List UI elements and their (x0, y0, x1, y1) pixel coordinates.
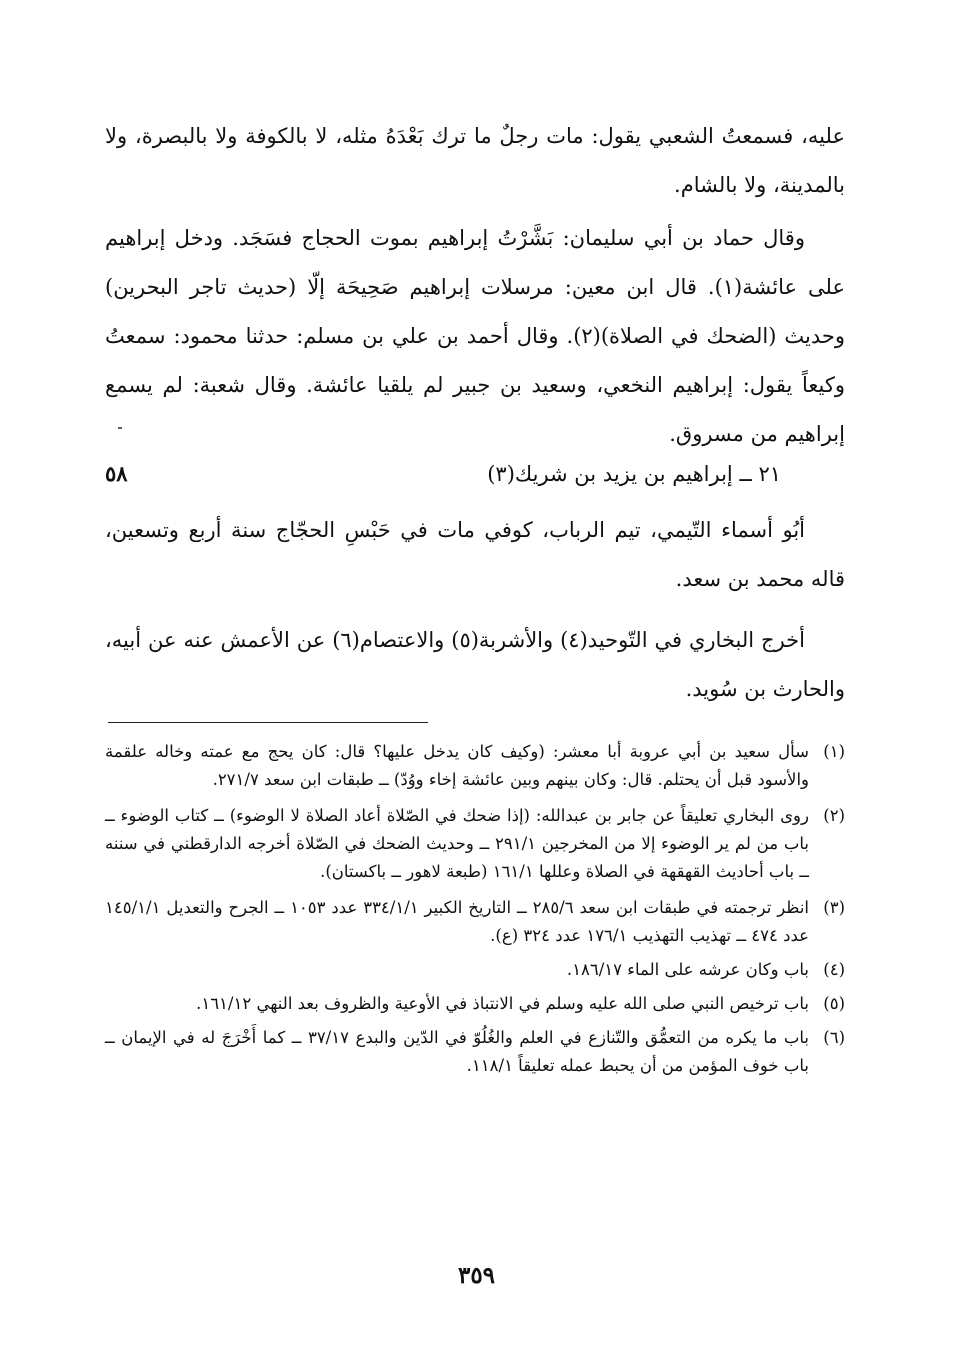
footnote-text: سأل سعيد بن أبي عروبة أبا معشر: (وكيف كان يدخل عليها؟ قال: كان يحج مع عمته وخاله علقمة والأسود قبل أن يحتلم. قال: وكان بينهم وبين عائشة إخاء ووُدّ) ــ طبقات ابن سعد ٢٧١/٧. (105, 742, 809, 789)
entry-paragraph-1: أبُو أسماء التّيمي، تيم الرباب، كوفي مات في حَبْسِ الحجّاج سنة أربع وتسعين، قاله محمد بن سعد. (105, 518, 845, 591)
footnote-text: باب ما يكره من التعمُّق والتّنازع في العلم والغُلُوّ في الدّين والبدع ٣٧/١٧ ــ كما أَخْرَجَ له في الإيمان ــ باب خوف المؤمن من أن يحبط عمله تعليقاً ١١٨/١. (105, 1028, 809, 1075)
stray-mark (118, 427, 122, 429)
entry-serial-number: ٥٨ (105, 461, 128, 486)
entry-paragraph-2: أخرج البخاري في التّوحيد(٤) والأشربة(٥) والاعتصام(٦) عن الأعمش عنه عن أبيه، والحارث بن سُويد. (105, 628, 845, 701)
footnote-marker: (٤) (823, 960, 845, 979)
footnote-marker: (٢) (823, 806, 845, 825)
footnote-4 (105, 956, 845, 984)
footnote-marker: (٥) (823, 994, 845, 1013)
footnote-2 (105, 802, 845, 886)
footnote-text: باب ترخيص النبي صلى الله عليه وسلم في الانتباذ في الأوعية والظروف بعد النهي ١٦١/١٢. (196, 994, 809, 1013)
footnote-text: انظر ترجمته في طبقات ابن سعد ٢٨٥/٦ ــ التاريخ الكبير ٣٣٤/١/١ عدد ١٠٥٣ ــ الجرح والتعديل ١٤٥/١/١ عدد ٤٧٤ ــ تهذيب التهذيب ١٧٦/١ عدد ٣٢٤ (ع). (105, 898, 810, 945)
footnote-text: روى البخاري تعليقاً عن جابر بن عبدالله: (إذا ضحك في الصّلاة أعاد الصلاة لا الوضوء) ــ كتاب الوضوء ــ باب من لم ير الوضوء إلا من المخرجين ٢٩١/١ ــ وحديث الضحك في الصّلاة أخرجه الدارقطني في سننه ــ باب أحاديث القهقهة في الصلاة وعللها ١٦١/١ (طبعة لاهور ــ باكستان). (105, 806, 809, 881)
footnote-5 (105, 990, 845, 1018)
page-number: ٣٥٩ (457, 1262, 496, 1289)
body-text-entry (105, 506, 845, 714)
footnote-3 (105, 894, 845, 950)
footnotes (105, 738, 845, 1080)
footnote-1 (105, 738, 845, 794)
entry-heading (105, 454, 845, 494)
paragraph-2: وقال حماد بن أبي سليمان: بَشَّرْتُ إبراهيم بموت الحجاج فسَجَد. ودخل إبراهيم على عائشة(١). قال ابن معين: مرسلات إبراهيم صَحِيحَة إلّا (حديث تاجر البحرين) وحديث (الضحك في الصلاة)(٢). وقال أحمد بن علي بن مسلم: حدثنا محمود: سمعتُ وكيعاً يقول: إبراهيم النخعي، وسعيد بن جبير لم يلقيا عائشة. وقال شعبة: لم يسمع إبراهيم من مسروق. (105, 226, 846, 446)
paragraph-1: عليه، فسمعتُ الشعبي يقول: مات رجلٌ ما ترك بَعْدَهُ مثله، لا بالكوفة ولا بالبصرة، ولا بالمدينة، ولا بالشام. (105, 124, 845, 197)
footnote-text: باب وكان عرشه على الماء ١٨٦/١٧. (566, 960, 809, 979)
footnote-marker: (٣) (823, 898, 845, 917)
footnote-6 (105, 1024, 845, 1080)
footnote-separator (108, 722, 428, 723)
entry-title: ٢١ ــ إبراهيم بن يزيد بن شريك(٣) (487, 462, 781, 486)
body-text-top (105, 112, 845, 459)
footnote-marker: (٦) (823, 1028, 845, 1047)
footnote-marker: (١) (823, 742, 845, 761)
